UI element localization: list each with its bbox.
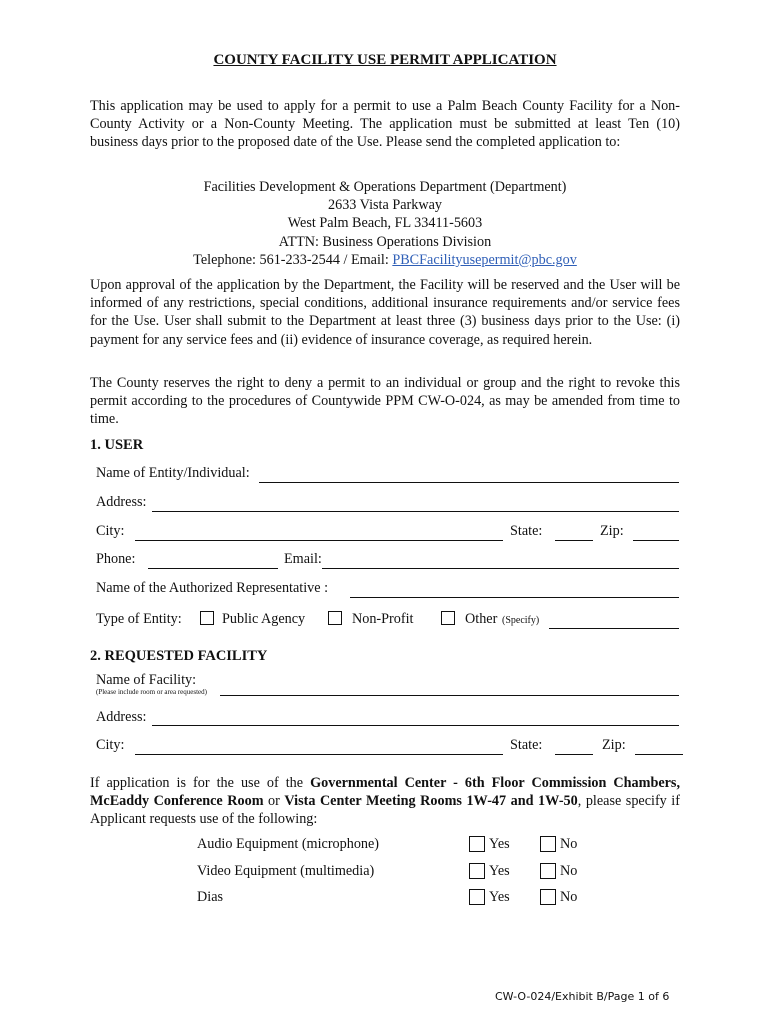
user-email-input[interactable]	[325, 551, 675, 567]
facility-state-line	[555, 754, 593, 755]
approval-paragraph: Upon approval of the application by the Department, the Facility will be reserved and the User will be informed of any restrictions, special conditions, additional insurance requirements and/or service fees for the Use. User shall submit to the Department at least three (3) business days prior to the Use: (i) payment for any service fees and (ii) evidence of insurance coverage, as required herein.	[90, 277, 680, 348]
equipment-venue-2: Vista Center Meeting Rooms 1W-47 and 1W-50	[284, 793, 578, 810]
address-line-4: ATTN: Business Operations Division	[278, 233, 492, 250]
user-phone-label: Phone:	[96, 551, 136, 567]
dias-no-checkbox[interactable]	[540, 889, 556, 905]
dias-label: Dias	[197, 889, 224, 905]
intro-paragraph: This application may be used to apply for a permit to use a Palm Beach County Facility for a Non-County Activity or a Non-County Meeting. The application must be submitted at least Ten (10) business days prior to the proposed date of the Use. Please send the completed application to:	[90, 98, 680, 151]
user-address-line	[152, 511, 679, 512]
non-profit-label: Non-Profit	[352, 611, 414, 627]
user-city-label: City:	[96, 523, 125, 539]
user-zip-label: Zip:	[600, 523, 624, 539]
video-yes-checkbox[interactable]	[469, 863, 485, 879]
dias-no-label: No	[560, 889, 578, 905]
address-line-1: Facilities Development & Operations Department (Department)	[203, 179, 567, 195]
authorized-rep-input[interactable]	[353, 580, 676, 596]
facility-state-input[interactable]	[556, 737, 592, 753]
facility-zip-line	[635, 754, 683, 755]
section-user-heading: 1. USER	[90, 437, 144, 453]
facility-zip-label: Zip:	[602, 737, 626, 753]
authorized-rep-line	[350, 597, 679, 598]
video-no-label: No	[560, 863, 578, 879]
audio-yes-label: Yes	[489, 836, 510, 852]
user-city-line	[135, 540, 503, 541]
public-agency-label: Public Agency	[222, 611, 306, 627]
dias-yes-checkbox[interactable]	[469, 889, 485, 905]
address-line-2: 2633 Vista Parkway	[328, 197, 442, 214]
entity-type-label: Type of Entity:	[96, 611, 182, 627]
entity-name-label: Name of Entity/Individual:	[96, 465, 250, 481]
facility-name-input[interactable]	[224, 678, 676, 694]
reserve-paragraph: The County reserves the right to deny a permit to an individual or group and the right to revoke this permit according to the procedures of Countywide PPM CW-O-024, as may be amended from time to time.	[90, 375, 680, 428]
specify-hint: (Specify)	[502, 615, 540, 626]
mailing-address	[0, 178, 770, 269]
other-label: Other	[465, 611, 498, 627]
audio-equipment-label: Audio Equipment (microphone)	[197, 836, 380, 852]
public-agency-checkbox[interactable]	[200, 611, 214, 625]
facility-address-input[interactable]	[155, 708, 675, 724]
video-no-checkbox[interactable]	[540, 863, 556, 879]
video-equipment-label: Video Equipment (multimedia)	[197, 863, 375, 879]
user-city-input[interactable]	[138, 523, 500, 539]
other-checkbox[interactable]	[441, 611, 455, 625]
user-zip-line	[633, 540, 679, 541]
user-zip-input[interactable]	[634, 523, 678, 539]
contact-line	[0, 251, 770, 269]
other-specify-input[interactable]	[551, 611, 677, 627]
facility-name-label: Name of Facility:	[96, 672, 197, 688]
equipment-text-2: or	[263, 793, 285, 810]
address-line-3: West Palm Beach, FL 33411-5603	[287, 215, 483, 232]
other-specify-line	[549, 628, 679, 629]
form-title: COUNTY FACILITY USE PERMIT APPLICATION	[213, 52, 557, 68]
facility-state-label: State:	[510, 737, 543, 753]
facility-zip-input[interactable]	[636, 737, 682, 753]
user-email-label: Email:	[284, 551, 322, 567]
equipment-paragraph	[90, 774, 680, 829]
user-email-line	[322, 568, 679, 569]
authorized-rep-label: Name of the Authorized Representative :	[96, 580, 329, 596]
email-link[interactable]: PBCFacilityusepermit@pbc.gov	[392, 251, 577, 268]
non-profit-checkbox[interactable]	[328, 611, 342, 625]
equipment-text-1: If application is for the use of the	[90, 775, 311, 791]
facility-address-label: Address:	[96, 709, 147, 725]
video-yes-label: Yes	[489, 863, 510, 879]
equipment-text-3: , please specify if Applicant requests use of the following:	[90, 793, 680, 828]
facility-name-line	[220, 695, 679, 696]
section-facility-heading: 2. REQUESTED FACILITY	[90, 648, 268, 664]
facility-address-line	[152, 725, 679, 726]
page-footer: CW-O-024/Exhibit B/Page 1 of 6	[495, 990, 670, 1003]
user-state-line	[555, 540, 593, 541]
facility-city-line	[135, 754, 503, 755]
facility-city-label: City:	[96, 737, 125, 753]
user-state-label: State:	[510, 523, 543, 539]
telephone-text: Telephone: 561-233-2544 / Email:	[193, 251, 393, 268]
facility-city-input[interactable]	[138, 737, 500, 753]
user-address-input[interactable]	[155, 494, 675, 510]
audio-yes-checkbox[interactable]	[469, 836, 485, 852]
entity-name-line	[259, 482, 679, 483]
equipment-venue-1: Governmental Center - 6th Floor Commission Chambers, McEaddy Conference Room	[90, 775, 680, 810]
user-state-input[interactable]	[556, 523, 592, 539]
dias-yes-label: Yes	[489, 889, 510, 905]
user-address-label: Address:	[96, 494, 147, 510]
user-phone-line	[148, 568, 278, 569]
audio-no-checkbox[interactable]	[540, 836, 556, 852]
entity-name-input[interactable]	[262, 465, 676, 481]
user-phone-input[interactable]	[150, 551, 276, 567]
audio-no-label: No	[560, 836, 578, 852]
facility-name-hint: (Please include room or area requested)	[96, 688, 207, 696]
